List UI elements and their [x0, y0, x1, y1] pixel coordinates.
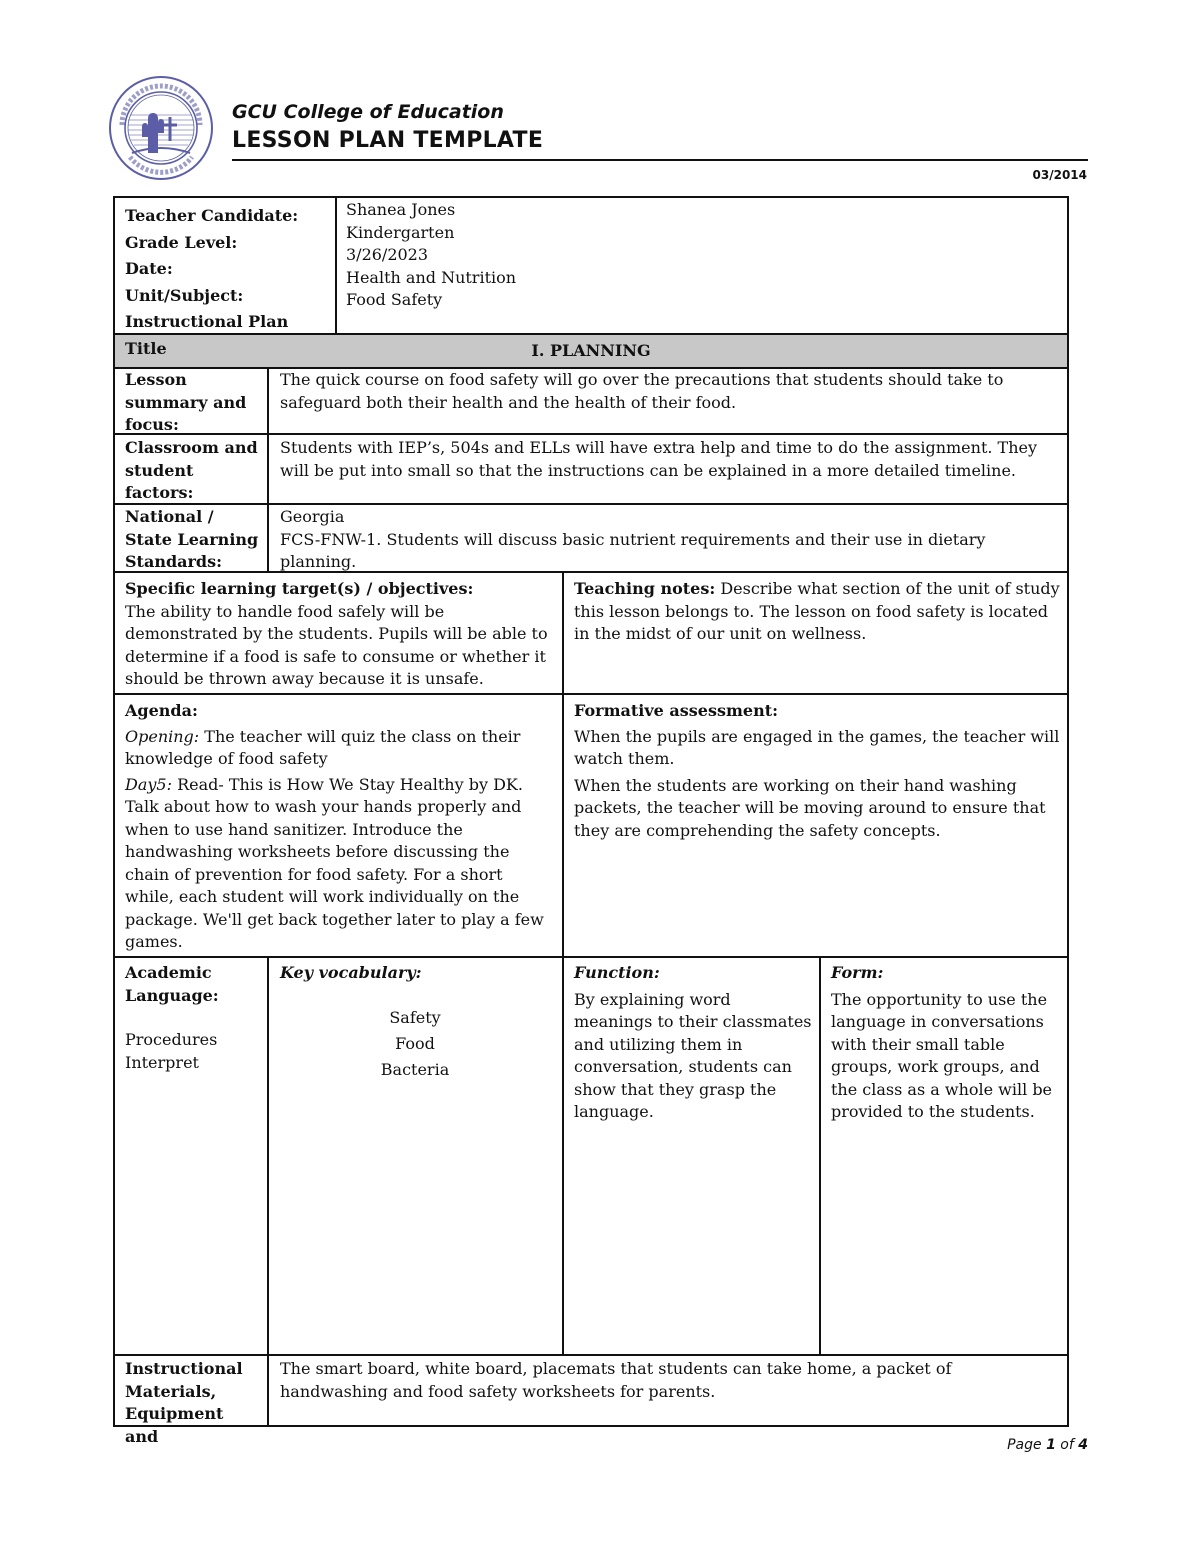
- agenda-day-label: Day5:: [125, 774, 172, 794]
- standards-state: Georgia: [280, 507, 345, 526]
- form-text: The opportunity to use the language in conversations with their small table groups, work groups, and the class as a whole will be provided to the students.: [831, 989, 1053, 1121]
- function-cell: [574, 962, 812, 1124]
- column-divider: [819, 956, 821, 1355]
- form-label: Form:: [831, 963, 884, 982]
- agenda-label: Agenda:: [125, 701, 198, 720]
- plan-title-label: Instructional Plan Title: [125, 312, 289, 358]
- agenda-day-text: Read- This is How We Stay Healthy by DK. Talk about how to wash your hands properly and when to use hand sanitizer. Introduce the handwashing worksheets before discussing the chain of prevention for food safety. For a short while, each student will work individually on the package. We'll get back together later to play a few games.: [125, 774, 544, 951]
- form-cell: [831, 962, 1061, 1124]
- page-total: 4: [1078, 1437, 1088, 1453]
- row-divider: [113, 693, 1069, 695]
- agenda-opening-label: Opening:: [125, 726, 200, 746]
- materials-text: The smart board, white board, placemats that students can take home, a packet of handwashing and food safety worksheets for parents.: [280, 1359, 952, 1401]
- academic-term-2: Interpret: [125, 1052, 199, 1072]
- formative-text-2: When the students are working on their hand washing packets, the teacher will be moving around to ensure that they are comprehending the safety concepts.: [574, 775, 1046, 840]
- column-divider: [335, 196, 337, 334]
- document-title: LESSON PLAN TEMPLATE: [232, 128, 544, 153]
- column-divider: [267, 956, 269, 1427]
- lesson-summary-text: The quick course on food safety will go over the precautions that students should take to safeguard both their health and the health of their food.: [280, 370, 1004, 412]
- revision-date: 03/2014: [1032, 168, 1087, 182]
- academic-language-cell: [125, 962, 260, 1074]
- page-current: 1: [1046, 1437, 1056, 1453]
- unit-subject-label: Unit/Subject:: [125, 285, 244, 305]
- column-divider: [267, 367, 269, 572]
- column-divider: [562, 571, 564, 1355]
- grade-level-label: Grade Level:: [125, 232, 238, 252]
- academic-term-1: Procedures: [125, 1030, 218, 1049]
- lesson-summary-label: Lesson summary and focus:: [125, 370, 247, 434]
- row-divider: [113, 1354, 1069, 1356]
- vocab-term-1: Safety: [389, 1007, 441, 1027]
- agenda-opening-text: The teacher will quiz the class on their knowledge of food safety: [125, 726, 521, 768]
- function-text: By explaining word meanings to their classmates and utilizing them in conversation, students can show that they grasp the language.: [574, 989, 812, 1121]
- page-of: of: [1055, 1437, 1079, 1453]
- teaching-notes-cell: [574, 578, 1060, 646]
- classroom-factors-label: Classroom and student factors:: [125, 438, 258, 502]
- standards-text: FCS-FNW-1. Students will discuss basic nutrient requirements and their use in dietary planning.: [280, 529, 986, 571]
- standards-label: National / State Learning Standards:: [125, 507, 259, 571]
- teaching-notes-label: Teaching notes:: [574, 579, 716, 598]
- date-value: 3/26/2023: [346, 245, 429, 264]
- objectives-label: Specific learning target(s) / objectives:: [125, 579, 474, 598]
- vocab-term-3: Bacteria: [380, 1059, 450, 1079]
- page-number: [1007, 1437, 1088, 1453]
- row-divider: [113, 956, 1069, 958]
- objectives-cell: [125, 578, 555, 691]
- grade-level-value: Kindergarten: [346, 222, 455, 242]
- formative-label: Formative assessment:: [574, 701, 779, 720]
- info-labels: [125, 203, 330, 362]
- planning-section-title: I. PLANNING: [531, 341, 651, 360]
- materials-label: Instructional Materials, Equipment and: [125, 1359, 243, 1446]
- college-name: GCU College of Education: [232, 101, 504, 123]
- vocab-term-2: Food: [395, 1033, 435, 1053]
- formative-cell: [574, 700, 1060, 842]
- university-seal-logo: [108, 75, 214, 181]
- academic-language-label: Academic Language:: [125, 963, 219, 1005]
- classroom-factors-text: Students with IEP’s, 504s and ELLs will have extra help and time to do the assignment. They will be put into small so that the instructions can be explained in a more detailed timeline.: [280, 438, 1038, 480]
- info-values: [346, 199, 946, 312]
- objectives-text: The ability to handle food safely will be demonstrated by the students. Pupils will be able to determine if a food is safe to consume or whether it should be thrown away because it is unsafe.: [125, 601, 548, 688]
- header-rule: [232, 159, 1088, 161]
- key-vocabulary-cell: [280, 962, 555, 1083]
- teaching-notes-text: Describe what section of the unit of study this lesson belongs to. The lesson on food safety is located in the midst of our unit on wellness.: [574, 579, 1060, 643]
- unit-subject-value: Health and Nutrition: [346, 267, 517, 287]
- plan-title-value: Food Safety: [346, 290, 443, 309]
- key-vocabulary-label: Key vocabulary:: [280, 963, 422, 982]
- formative-text-1: When the pupils are engaged in the games, the teacher will watch them.: [574, 726, 1060, 768]
- page-prefix: Page: [1007, 1437, 1047, 1453]
- standards-cell: [280, 506, 1060, 570]
- date-label: Date:: [125, 259, 173, 278]
- teacher-candidate-value: Shanea Jones: [346, 200, 456, 219]
- agenda-cell: [125, 700, 555, 954]
- teacher-candidate-label: Teacher Candidate:: [125, 206, 299, 225]
- function-label: Function:: [574, 963, 660, 982]
